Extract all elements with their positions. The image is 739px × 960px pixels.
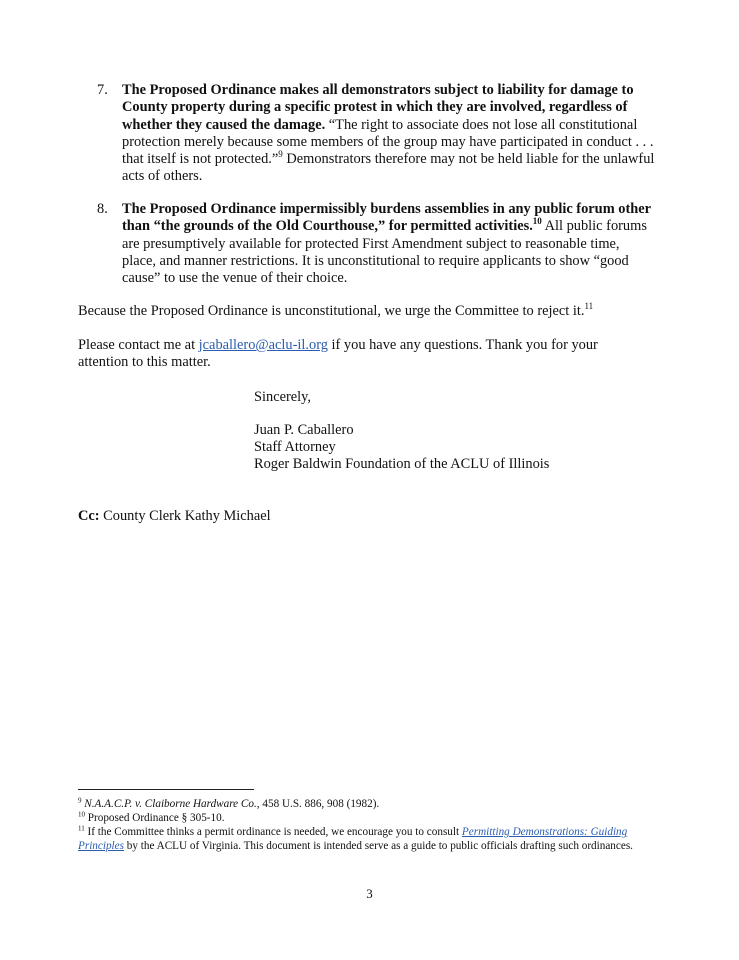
list-item-text: “The right to associate does not lose all constitutional protection merely because some members of the group may have participated in conduct . . . that itself is not protected.” — [122, 116, 654, 168]
footnote-text: If the Committee thinks a permit ordinance is needed, we encourage you to consult — [87, 826, 462, 838]
footnote-text: , 458 U.S. 886, 908 (1982). — [256, 798, 380, 810]
footnote-ref-10[interactable]: 10 — [532, 216, 542, 227]
signer-organization: Roger Baldwin Foundation of the ACLU of Illinois — [254, 456, 550, 472]
page-number: 3 — [366, 886, 373, 901]
list-item-body — [122, 82, 657, 186]
footnote-text: Proposed Ordinance § 305-10. — [87, 812, 225, 824]
list-item-heading: The Proposed Ordinance impermissibly burdens assemblies in any public forum other than “the grounds of the Old Courthouse,” for permitted activities. — [122, 201, 651, 235]
signer-title: Staff Attorney — [254, 439, 336, 455]
signer-name: Juan P. Caballero — [254, 422, 354, 438]
list-item-body — [122, 201, 657, 287]
footnotes — [78, 797, 653, 853]
list-item-7 — [97, 82, 657, 186]
email-link[interactable]: jcaballero@aclu-il.org — [198, 337, 328, 353]
list-item-number: 8. — [97, 201, 108, 217]
footnote-10 — [78, 811, 653, 825]
list-item-text: All public forums are presumptively available for protected First Amendment subject to reasonable time, place, and manner restrictions. It is unconstitutional to require applicants to show “good cause” to use the venue of their choice. — [122, 218, 647, 287]
case-name: N.A.A.C.P. v. Claiborne Hardware Co. — [84, 798, 257, 810]
cc-recipient: County Clerk Kathy Michael — [99, 508, 271, 524]
footnote-ref-11[interactable]: 11 — [584, 301, 594, 312]
closing: Sincerely, — [254, 389, 312, 405]
footnote-text-continued: by the ACLU of Virginia. This document is intended serve as a guide to public officials drafting such ordinances. — [124, 840, 633, 852]
list-item-heading: The Proposed Ordinance makes all demonstrators subject to liability for damage to County property during a specific protest in which they are involved, regardless of whether they caused the damage. — [122, 82, 634, 133]
footnote-11 — [78, 825, 653, 853]
contact-text-before: Please contact me at — [78, 337, 199, 353]
contact-text-after: if you have any questions. Thank you for your attention to this matter. — [78, 337, 598, 371]
conclusion-paragraph — [78, 303, 658, 320]
footnote-ref-9[interactable]: 9 — [278, 149, 283, 160]
footnote-number: 9 — [78, 796, 82, 805]
conclusion-text: Because the Proposed Ordinance is unconstitutional, we urge the Committee to reject it. — [78, 303, 585, 319]
footnote-number: 10 — [78, 810, 85, 819]
list-item-8 — [97, 201, 657, 287]
footnote-number: 11 — [78, 824, 85, 833]
list-item-number: 7. — [97, 82, 108, 98]
cc-line — [78, 508, 271, 525]
guide-link[interactable]: Permitting Demonstrations: Guiding Principles — [78, 826, 628, 852]
footnote-divider — [78, 789, 254, 790]
contact-paragraph — [78, 337, 638, 372]
cc-label: Cc: — [78, 508, 100, 524]
footnote-9 — [78, 797, 653, 811]
list-item-text-continued: Demonstrators therefore may not be held liable for the unlawful acts of others. — [122, 151, 655, 185]
